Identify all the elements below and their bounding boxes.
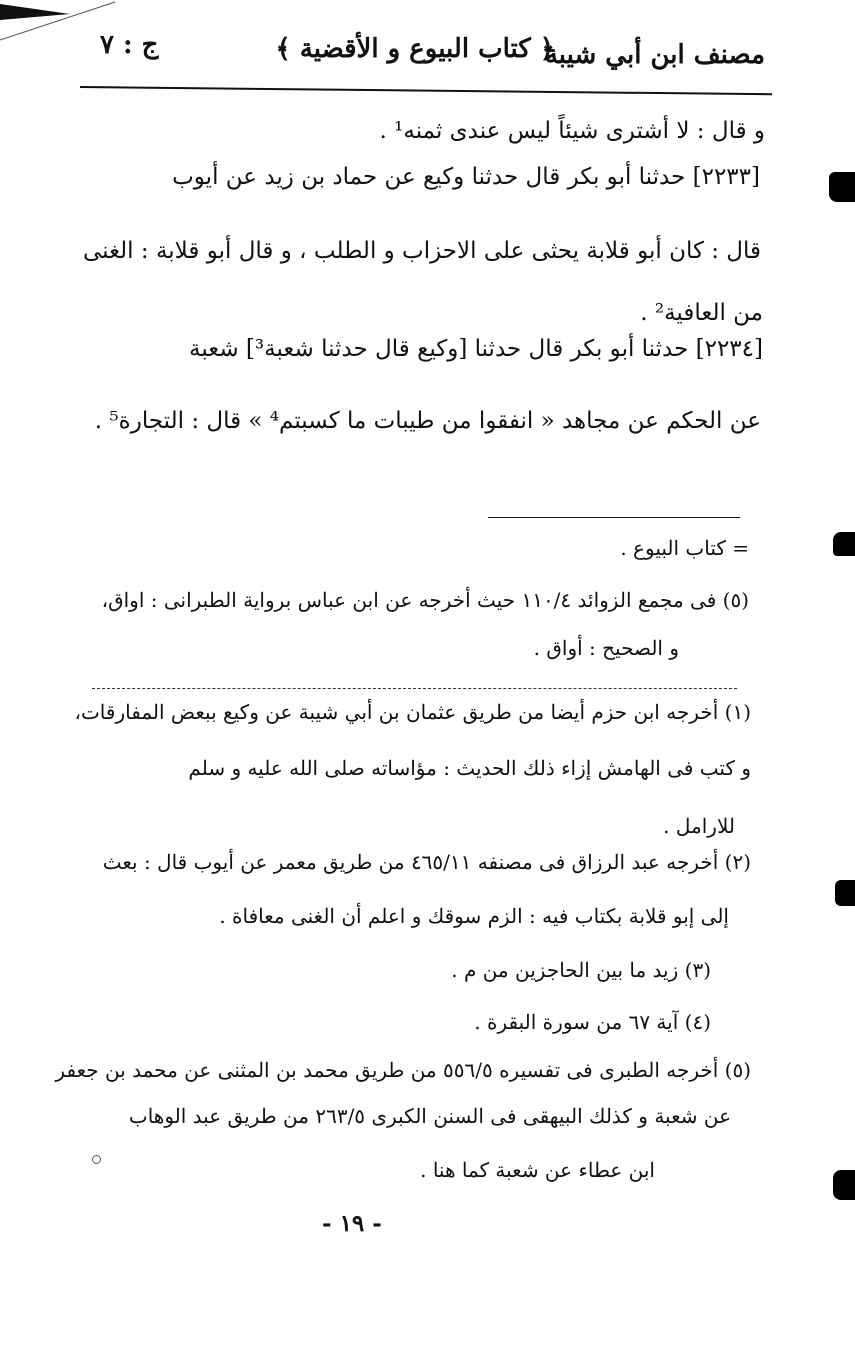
- footnote-line: (٥) أخرجه الطبرى فى تفسيره ٥٥٦/٥ من طريق محمد بن المثنى عن محمد بن جعفر: [55, 1058, 751, 1082]
- header-chapter-title: ﴿ كتاب البيوع و الأقضية ﴾: [275, 34, 555, 64]
- main-text-line: من العافية² .: [640, 300, 763, 326]
- footnote-line: إلى إبو قلابة بكتاب فيه : الزم سوقك و اعلم أن الغنى معافاة .: [219, 904, 729, 928]
- footnote-line: ابن عطاء عن شعبة كما هنا .: [420, 1158, 655, 1182]
- footnote-line: (٤) آية ٦٧ من سورة البقرة .: [474, 1010, 711, 1034]
- header-volume: ج : ٧: [100, 30, 159, 60]
- footnote-line: (٢) أخرجه عبد الرزاق فى مصنفه ٤٦٥/١١ من طريق معمر عن أيوب قال : بعث: [102, 850, 751, 874]
- footnote-line: (٣) زيد ما بين الحاجزين من م .: [451, 958, 711, 982]
- stray-mark: [92, 1155, 101, 1164]
- edge-scan-mark: [833, 1170, 855, 1200]
- main-text-line: عن الحكم عن مجاهد « انفقوا من طيبات ما كسبتم⁴ » قال : التجارة⁵ .: [94, 408, 761, 434]
- notes-separator: [92, 688, 737, 689]
- header-rule: [80, 86, 772, 95]
- page-number: - ١٩ -: [322, 1210, 382, 1237]
- header-book-title: مصنف ابن أبي شيبة: [544, 40, 765, 70]
- main-text-line: قال : كان أبو قلابة يحثى على الاحزاب و الطلب ، و قال أبو قلابة : الغنى: [82, 238, 761, 264]
- edge-scan-mark: [833, 532, 855, 556]
- footnote-separator: [488, 517, 740, 518]
- editor-note-line: (٥) فى مجمع الزوائد ١١٠/٤ حيث أخرجه عن ابن عباس برواية الطبرانى : اواق،: [101, 588, 749, 612]
- editor-note-line: = كتاب البيوع .: [620, 536, 749, 560]
- main-text-line: و قال : لا أشترى شيئاً ليس عندى ثمنه¹ .: [379, 118, 765, 144]
- edge-scan-mark: [835, 880, 855, 906]
- editor-note-line: و الصحيح : أواق .: [533, 636, 679, 660]
- main-text-line: [٢٢٣٤] حدثنا أبو بكر قال حدثنا [وكيع قال حدثنا شعبة³] شعبة: [188, 336, 763, 362]
- footnote-line: (١) أخرجه ابن حزم أيضا من طريق عثمان بن أبي شيبة عن وكيع ببعض المفارقات،: [74, 700, 751, 724]
- footnote-line: عن شعبة و كذلك البيهقى فى السنن الكبرى ٢٦٣/٥ من طريق عبد الوهاب: [128, 1104, 731, 1128]
- footnote-line: للارامل .: [663, 814, 735, 838]
- edge-scan-mark: [829, 172, 855, 202]
- footnote-line: و كتب فى الهامش إزاء ذلك الحديث : مؤاساته صلى الله عليه و سلم: [188, 756, 751, 780]
- main-text-line: [٢٢٣٣] حدثنا أبو بكر قال حدثنا وكيع عن حماد بن زيد عن أيوب: [172, 164, 760, 190]
